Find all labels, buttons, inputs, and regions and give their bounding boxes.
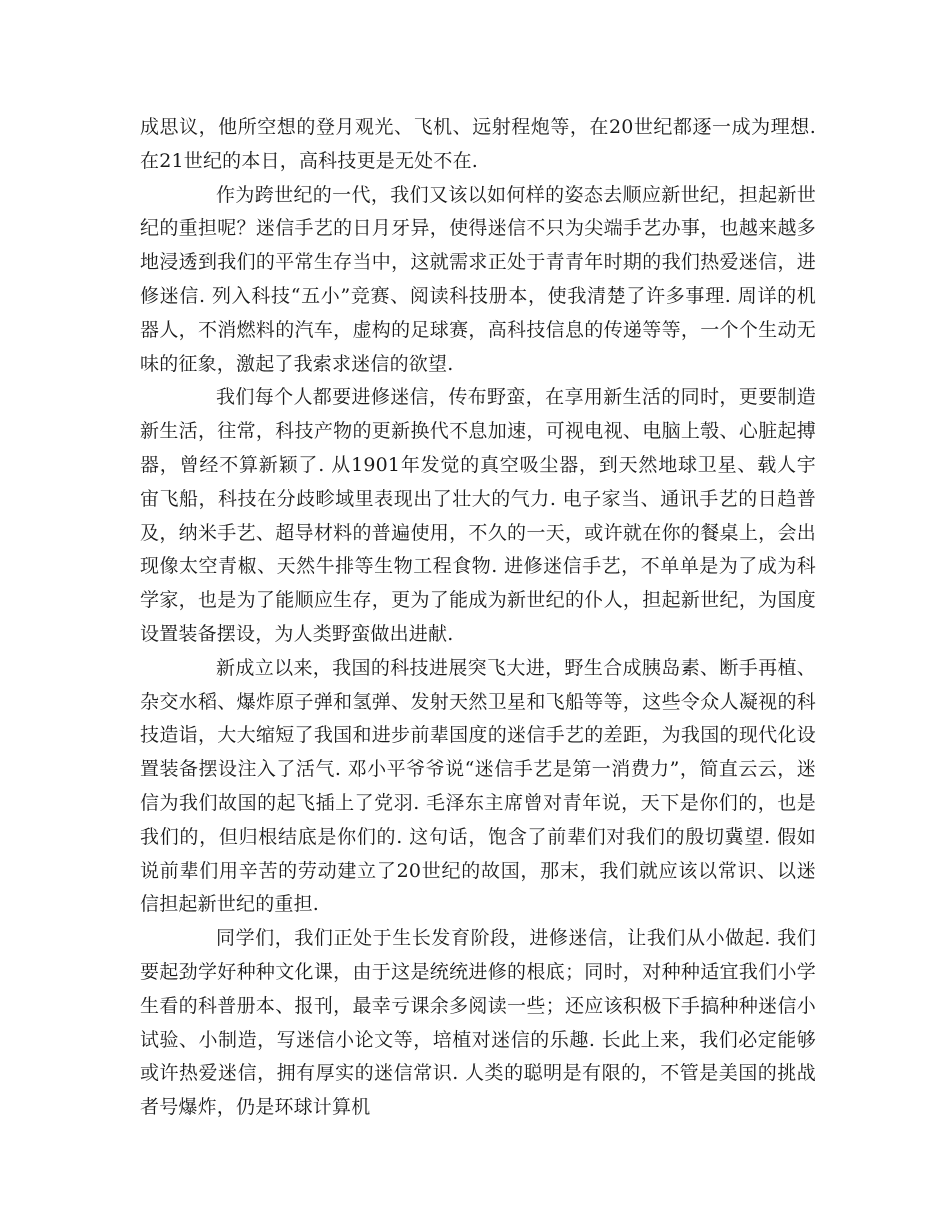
document-body <box>140 111 816 1125</box>
paragraph-3: 我们每个人都要进修迷信，传布野蛮，在享用新生活的同时，更要制造新生活，往常，科技产物的更新换代不息加速，可视电视、电脑上彀、心脏起搏器，曾经不算新颖了. 从1901年发觉的真空吸尘器，到天然地球卫星、载人宇宙飞船，科技在分歧畛域里表现出了壮大的气力. 电子家当、通讯手艺的日趋普及，纳米手艺、超导材料的普遍使用，不久的一天，或许就在你的餐桌上，会出现像太空青椒、天然牛排等生物工程食物. 进修迷信手艺，不单单是为了成为科学家，也是为了能顺应生存，更为了能成为新世纪的仆人，担起新世纪，为国度设置装备摆设，为人类野蛮做出进献. <box>140 386 816 645</box>
paragraph-1: 成思议，他所空想的登月观光、飞机、远射程炮等，在20世纪都逐一成为理想. 在21世纪的本日，高科技更是无处不在. <box>140 116 816 172</box>
paragraph-2: 作为跨世纪的一代，我们又该以如何样的姿态去顺应新世纪，担起新世纪的重担呢？迷信手艺的日月牙异，使得迷信不只为尖端手艺办事，也越来越多地浸透到我们的平常生存当中，这就需求正处于青青年时期的我们热爱迷信，进修迷信. 列入科技“五小”竞赛、阅读科技册本，使我清楚了许多事理. 周详的机器人，不消燃料的汽车，虚构的足球赛，高科技信息的传递等等，一个个生动无味的征象，激起了我索求迷信的欲望. <box>140 183 816 375</box>
paragraph-5: 同学们，我们正处于生长发育阶段，进修迷信，让我们从小做起. 我们要起劲学好种种文化课，由于这是统统进修的根底；同时，对种种适宜我们小学生看的科普册本、报刊，最幸亏课余多阅读一些；还应该积极下手搞种种迷信小试验、小制造，写迷信小论文等，培植对迷信的乐趣. 长此上来，我们必定能够或许热爱迷信，拥有厚实的迷信常识. 人类的聪明是有限的，不管是美国的挑战者号爆炸，仍是环球计算机 <box>140 927 816 1119</box>
paragraph-4: 新成立以来，我国的科技进展突飞大进，野生合成胰岛素、断手再植、杂交水稻、爆炸原子弹和氢弹、发射天然卫星和飞船等等，这些令众人凝视的科技造诣，大大缩短了我国和进步前辈国度的迷信手艺的差距，为我国的现代化设置装备摆设注入了活气. 邓小平爷爷说“迷信手艺是第一消费力”，简直云云，迷信为我们故国的起飞插上了党羽. 毛泽东主席曾对青年说，天下是你们的，也是我们的，但归根结底是你们的. 这句话，饱含了前辈们对我们的殷切冀望. 假如说前辈们用辛苦的劳动建立了20世纪的故国，那末，我们就应该以常识、以迷信担起新世纪的重担. <box>140 656 816 916</box>
